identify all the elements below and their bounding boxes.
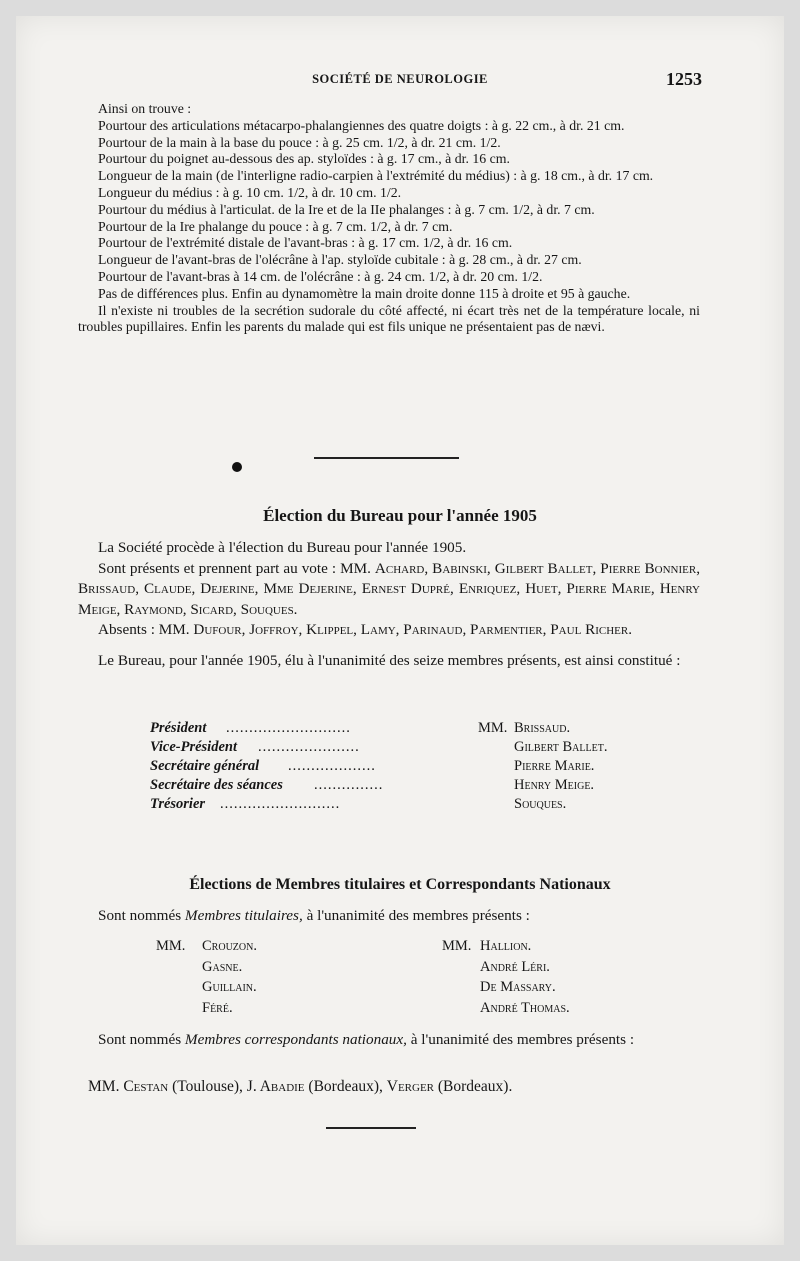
bureau-p3 bbox=[78, 620, 700, 641]
titulaire-name: Hallion. bbox=[480, 938, 532, 954]
titulaire-name: André Léri. bbox=[480, 958, 550, 975]
correspondant-location: (Bordeaux). bbox=[434, 1078, 513, 1095]
mm-label: MM. bbox=[156, 938, 186, 954]
bureau-role: Président bbox=[150, 720, 207, 736]
membres-p2-tail: à l'unanimité des membres présents : bbox=[406, 1031, 635, 1048]
membres-heading: Élections de Membres titulaires et Correspondants Nationaux bbox=[189, 876, 611, 893]
intro-line: Longueur de la main (de l'interligne radio-carpien à l'extrémité du médius) : à g. 18 cm., à dr. 17 cm. bbox=[98, 168, 654, 184]
mm-label: MM. bbox=[442, 938, 472, 954]
page-number: 1253 bbox=[666, 69, 702, 89]
intro-line: Il n'existe ni troubles de la secrétion sudorale du côté affecté, ni écart très net de la température locale, ni troubles pupillaires. Enfin les parents du malade qui est fils unique ne présentaient pas de nævi. bbox=[78, 302, 700, 335]
bureau-name: Gilbert Ballet. bbox=[514, 739, 608, 755]
section-divider bbox=[314, 457, 459, 459]
intro-line: Pourtour de la Ire phalange du pouce : à g. 7 cm. 1/2, à dr. 7 cm. bbox=[98, 218, 453, 234]
mm-label: MM. bbox=[478, 720, 508, 736]
ink-dot bbox=[232, 462, 242, 472]
membres-p2-text bbox=[78, 1030, 700, 1051]
bureau-name: Pierre Marie. bbox=[514, 758, 595, 774]
leader-dots: ................... bbox=[288, 758, 376, 774]
intro-line: Pourtour du poignet au-dessous des ap. styloïdes : à g. 17 cm., à dr. 16 cm. bbox=[98, 151, 510, 167]
intro-line: Pourtour de l'extrémité distale de l'avant-bras : à g. 17 cm. 1/2, à dr. 16 cm. bbox=[98, 235, 513, 251]
membres-p1 bbox=[78, 906, 700, 927]
membres-p1-italic: Membres titulaires, bbox=[184, 907, 303, 924]
bureau-name: Brissaud. bbox=[514, 720, 571, 736]
membres-p1-tail: à l'unanimité des membres présents : bbox=[302, 907, 530, 924]
membres-p1-lead: Sont nommés bbox=[98, 907, 185, 924]
bureau-role: Trésorier bbox=[150, 796, 206, 812]
bureau-heading: Élection du Bureau pour l'année 1905 bbox=[263, 506, 537, 525]
titulaire-name: Guillain. bbox=[202, 979, 257, 995]
bureau-p2 bbox=[78, 559, 700, 621]
bureau-p1: La Société procède à l'élection du Bureau pour l'année 1905. bbox=[98, 539, 467, 556]
membres-p2-lead: Sont nommés bbox=[98, 1031, 185, 1048]
correspondant-name: Cestan bbox=[123, 1078, 169, 1095]
intro-line: Longueur de l'avant-bras de l'olécrâne à l'ap. styloïde cubitale : à g. 28 cm., à dr. 27 cm. bbox=[98, 252, 582, 268]
bureau-paragraphs bbox=[78, 538, 700, 671]
measurements-block bbox=[78, 101, 700, 336]
intro-line: Pourtour de l'avant-bras à 14 cm. de l'olécrâne : à g. 24 cm. 1/2, à dr. 20 cm. 1/2. bbox=[98, 268, 543, 284]
bureau-absent-names: Dufour, Joffroy, Klippel, Lamy, Parinaud, Parmentier, Paul Richer. bbox=[193, 621, 633, 638]
bureau-p2-lead: Sont présents et prennent part au vote : MM. bbox=[98, 559, 375, 577]
bureau-present-names: Achard, Babinski, Gilbert Ballet, Pierre Bonnier, Brissaud, Claude, Dejerine, Mme Dejerine, Ernest Dupré, Enriquez, Huet, Pierre Marie, Henry Meige, Raymond, Sicard, Souques. bbox=[78, 559, 700, 618]
bureau-row bbox=[150, 739, 650, 758]
bureau-table bbox=[150, 720, 650, 815]
titulaires-row bbox=[156, 938, 656, 959]
titulaires-row bbox=[156, 979, 656, 1000]
bureau-row bbox=[150, 720, 650, 739]
correspondant-name: J. Abadie bbox=[246, 1078, 305, 1095]
bureau-role: Secrétaire général bbox=[150, 758, 260, 774]
titulaire-name: Féré. bbox=[202, 999, 233, 1016]
titulaires-row bbox=[156, 959, 656, 980]
bureau-row bbox=[150, 758, 650, 777]
closing-divider bbox=[326, 1127, 416, 1129]
running-header bbox=[0, 70, 800, 94]
titulaire-name: Crouzon. bbox=[202, 938, 257, 954]
titulaire-name: André Thomas. bbox=[480, 999, 570, 1016]
intro-line: Pourtour de la main à la base du pouce : à g. 25 cm. 1/2, à dr. 21 cm. 1/2. bbox=[98, 134, 501, 150]
bureau-role: Secrétaire des séances bbox=[150, 777, 283, 793]
intro-line: Pourtour des articulations métacarpo-phalangiennes des quatre doigts : à g. 22 cm., à dr. 21 cm. bbox=[98, 117, 625, 133]
bureau-name: Henry Meige. bbox=[514, 777, 595, 793]
membres-p1-text bbox=[78, 906, 700, 927]
bureau-p3-lead: Absents : MM. bbox=[98, 621, 194, 638]
running-title: SOCIÉTÉ DE NEUROLOGIE bbox=[312, 72, 488, 86]
correspondant-location: (Bordeaux), bbox=[304, 1078, 387, 1095]
bureau-row bbox=[150, 796, 650, 815]
intro-line: Longueur du médius : à g. 10 cm. 1/2, à dr. 10 cm. 1/2. bbox=[98, 184, 402, 200]
leader-dots: .......................... bbox=[220, 796, 341, 812]
bureau-name: Souques. bbox=[514, 796, 567, 812]
membres-p2 bbox=[78, 1030, 700, 1051]
membres-p2-italic: Membres correspondants nationaux, bbox=[184, 1031, 407, 1048]
correspondants-line bbox=[88, 1078, 512, 1096]
bureau-row bbox=[150, 777, 650, 796]
titulaire-name: Gasne. bbox=[202, 958, 243, 975]
titulaires-row bbox=[156, 1000, 656, 1021]
mm-label: MM. bbox=[88, 1078, 120, 1095]
leader-dots: ............... bbox=[314, 777, 384, 793]
correspondant-location: (Toulouse), bbox=[168, 1078, 247, 1095]
bureau-role: Vice-Président bbox=[150, 739, 237, 755]
leader-dots: ........................... bbox=[226, 720, 351, 736]
intro-line: Pas de différences plus. Enfin au dynamomètre la main droite donne 115 à droite et 95 à gauche. bbox=[98, 285, 631, 301]
leader-dots: ...................... bbox=[258, 739, 360, 755]
bureau-p4: Le Bureau, pour l'année 1905, élu à l'unanimité des seize membres présents, est ainsi constitué : bbox=[98, 651, 681, 669]
intro-line: Ainsi on trouve : bbox=[98, 101, 192, 116]
titulaire-name: De Massary. bbox=[480, 979, 556, 995]
correspondant-name: Verger bbox=[386, 1078, 434, 1095]
titulaires-list bbox=[156, 938, 656, 1020]
intro-line: Pourtour du médius à l'articulat. de la Ire et de la IIe phalanges : à g. 7 cm. 1/2, à dr. 7 cm. bbox=[98, 201, 595, 217]
